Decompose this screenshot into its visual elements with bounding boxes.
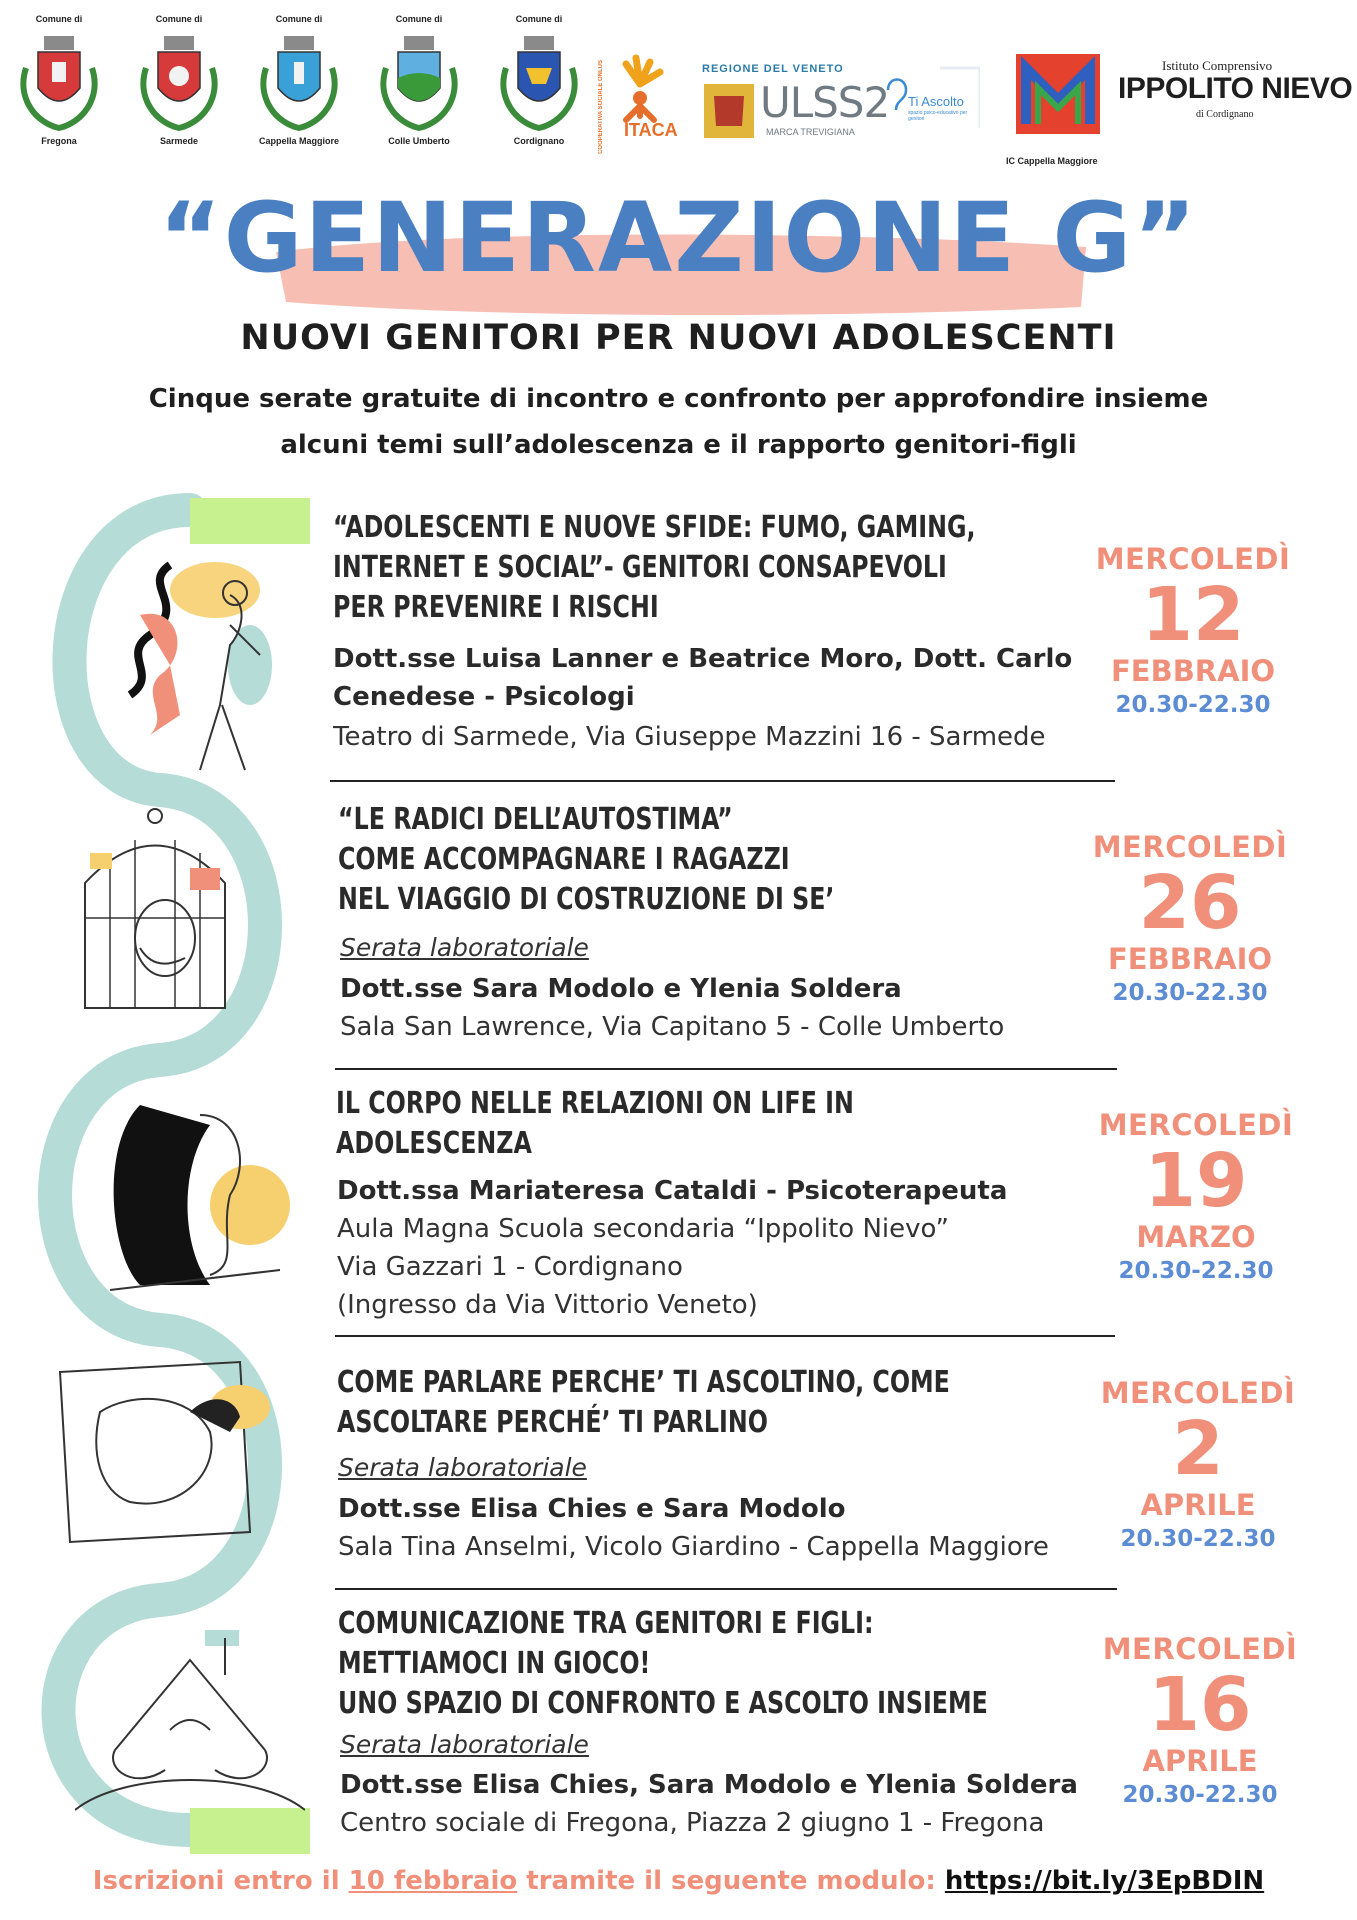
illustration-girl-in-cage <box>70 808 240 1018</box>
logo-comune-sarmede <box>124 14 234 146</box>
event-title-line: ASCOLTARE PERCHÉ’ TI PARLINO <box>337 1405 768 1440</box>
event-speaker <box>333 640 1072 716</box>
event-weekday: MERCOLEDÌ <box>1092 830 1288 864</box>
crest-icon <box>496 28 582 134</box>
event-date <box>1070 830 1310 1006</box>
intro-text <box>0 376 1357 468</box>
event-speaker-line: Dott.sse Elisa Chies e Sara Modolo <box>338 1494 846 1524</box>
event-day: 2 <box>1172 1406 1224 1492</box>
event-title-line: COME PARLARE PERCHE’ TI ASCOLTINO, COME <box>337 1365 950 1400</box>
event-date <box>1078 1376 1318 1552</box>
event-speaker-line: Dott.ssa Mariateresa Cataldi - Psicoterapeuta <box>337 1176 1008 1206</box>
itaca-name: ITACA <box>624 120 678 140</box>
event-divider <box>335 1068 1117 1070</box>
event-month: FEBBRAIO <box>1107 942 1273 976</box>
event-title-line: INTERNET E SOCIAL”- GENITORI CONSAPEVOLI <box>333 550 947 585</box>
logo-name: Cappella Maggiore <box>258 136 339 146</box>
registration-link[interactable]: https://bit.ly/3EpBDIN <box>944 1866 1265 1896</box>
event-month: FEBBRAIO <box>1110 654 1276 688</box>
logo-comune-fregona <box>4 14 114 146</box>
event-divider <box>335 1335 1115 1337</box>
logo-name: Fregona <box>41 136 77 146</box>
event-time: 20.30-22.30 <box>1120 1526 1276 1552</box>
ascolto-sub: spazio psico-educativo per genitori <box>908 110 968 122</box>
event-place <box>340 1804 1044 1842</box>
crest-icon <box>376 28 462 134</box>
itaca-side-text: COOPERATIVA SOCIALE ONLUS <box>598 60 604 154</box>
event-title-line: “ADOLESCENTI E NUOVE SFIDE: FUMO, GAMING, <box>333 510 976 545</box>
ic-cappella-logo <box>1016 54 1100 134</box>
logo-caption: Comune di <box>155 14 203 24</box>
event-date <box>1080 1632 1320 1808</box>
event-speaker-line: Dott.sse Sara Modolo e Ylenia Soldera <box>340 974 902 1004</box>
event-weekday: MERCOLEDÌ <box>1095 542 1291 576</box>
event-place <box>333 718 1046 756</box>
illustration-hands-house <box>75 1620 305 1830</box>
event-title <box>333 508 975 628</box>
event-month: APRILE <box>1140 1488 1256 1522</box>
ulss-region: REGIONE DEL VENETO <box>702 63 844 75</box>
event-day: 12 <box>1141 572 1245 658</box>
ulss-sub: MARCA TREVIGIANA <box>766 127 855 137</box>
illustration-sitting-figure <box>100 1085 290 1295</box>
event-divider <box>330 780 1115 782</box>
event-title <box>338 800 834 920</box>
event-speaker <box>340 1766 1078 1804</box>
illustration-girl-walking <box>110 545 280 775</box>
event-place <box>338 1528 1049 1566</box>
event-speaker <box>338 1490 846 1528</box>
event-tag: Serata laboratoriale <box>340 933 589 962</box>
logo-caption: Comune di <box>275 14 323 24</box>
event-weekday: MERCOLEDÌ <box>1100 1376 1296 1410</box>
nievo-small: Istituto Comprensivo <box>1162 58 1273 73</box>
event-place-line: Sala San Lawrence, Via Capitano 5 - Colle Umberto <box>340 1012 1005 1042</box>
event-place-line: (Ingresso da Via Vittorio Veneto) <box>337 1290 758 1320</box>
event-title-line: COMUNICAZIONE TRA GENITORI E FIGLI: <box>338 1606 874 1641</box>
lion-shield-icon <box>704 84 754 138</box>
footer-text: tramite il seguente modulo: <box>517 1866 945 1896</box>
event-place-line: Teatro di Sarmede, Via Giuseppe Mazzini 16 - Sarmede <box>333 722 1046 752</box>
crest-icon <box>16 28 102 134</box>
event-weekday: MERCOLEDÌ <box>1098 1108 1294 1142</box>
event-title-line: UNO SPAZIO DI CONFRONTO E ASCOLTO INSIEME <box>338 1686 988 1721</box>
event-title-line: PER PREVENIRE I RISCHI <box>333 590 659 625</box>
event-tag: Serata laboratoriale <box>340 1730 589 1759</box>
event-title-line: “LE RADICI DELL’AUTOSTIMA” <box>338 802 733 837</box>
event-speaker <box>340 970 902 1008</box>
page-title: “GENERAZIONE G” <box>158 182 1199 294</box>
event-place <box>337 1210 949 1324</box>
event-time: 20.30-22.30 <box>1112 980 1268 1006</box>
event-place-line: Sala Tina Anselmi, Vicolo Giardino - Cappella Maggiore <box>338 1532 1049 1562</box>
event-title <box>336 1084 854 1164</box>
event-place-line: Aula Magna Scuola secondaria “Ippolito Nievo” <box>337 1214 949 1244</box>
logo-name: Colle Umberto <box>388 136 450 146</box>
event-title <box>337 1363 950 1443</box>
event-month: APRILE <box>1142 1744 1258 1778</box>
nievo-name: IPPOLITO NIEVO <box>1118 72 1353 105</box>
event-title-line: ADOLESCENZA <box>336 1126 532 1161</box>
event-month: MARZO <box>1136 1220 1256 1254</box>
event-speaker <box>337 1172 1007 1210</box>
event-place-line: Via Gazzari 1 - Cordignano <box>337 1252 683 1282</box>
event-title-line: COME ACCOMPAGNARE I RAGAZZI <box>338 842 790 877</box>
crest-icon <box>256 28 342 134</box>
intro-line: Cinque serate gratuite di incontro e confronto per approfondire insieme <box>148 384 1209 414</box>
event-title-line: NEL VIAGGIO DI COSTRUZIONE DI SE’ <box>338 882 835 917</box>
logo-caption: Comune di <box>35 14 83 24</box>
event-date <box>1073 542 1313 718</box>
event-tag: Serata laboratoriale <box>338 1453 587 1482</box>
intro-line: alcuni temi sull’adolescenza e il rapporto genitori-figli <box>280 430 1077 460</box>
event-date <box>1076 1108 1316 1284</box>
event-speaker-line: Dott.sse Luisa Lanner e Beatrice Moro, Dott. Carlo <box>333 644 1073 674</box>
registration-footer <box>0 1866 1357 1896</box>
footer-deadline: 10 febbraio <box>348 1866 518 1896</box>
logo-caption: Comune di <box>515 14 563 24</box>
page-subtitle: NUOVI GENITORI PER NUOVI ADOLESCENTI <box>240 318 1117 358</box>
logo-comune-cordignano <box>484 14 594 146</box>
logo-name: Sarmede <box>159 136 199 146</box>
event-day: 19 <box>1144 1138 1248 1224</box>
event-weekday: MERCOLEDÌ <box>1102 1632 1298 1666</box>
logo-caption: Comune di <box>395 14 443 24</box>
event-time: 20.30-22.30 <box>1122 1782 1278 1808</box>
event-day: 26 <box>1138 860 1242 946</box>
event-speaker-line: Cenedese - Psicologi <box>333 682 635 712</box>
logo-comune-cappella-maggiore <box>244 14 354 146</box>
event-title <box>338 1604 988 1724</box>
event-place-line: Centro sociale di Fregona, Piazza 2 giugno 1 - Fregona <box>340 1808 1045 1838</box>
event-title-line: METTIAMOCI IN GIOCO! <box>338 1646 651 1681</box>
nievo-sub: di Cordignano <box>1196 109 1254 120</box>
illustration-figure-in-box <box>40 1352 280 1552</box>
event-place <box>340 1008 1004 1046</box>
ascolto-title: Ti Ascolto <box>908 94 964 109</box>
ulss-name: ULSS2 <box>760 78 890 127</box>
event-time: 20.30-22.30 <box>1118 1258 1274 1284</box>
event-divider <box>335 1588 1117 1590</box>
event-day: 16 <box>1148 1662 1252 1748</box>
crest-icon <box>136 28 222 134</box>
event-speaker-line: Dott.sse Elisa Chies, Sara Modolo e Ylenia Soldera <box>340 1770 1078 1800</box>
event-time: 20.30-22.30 <box>1115 692 1271 718</box>
logo-comune-colle-umberto <box>364 14 474 146</box>
ic-caption: IC Cappella Maggiore <box>1006 156 1098 166</box>
logo-name: Cordignano <box>513 136 565 146</box>
event-title-line: IL CORPO NELLE RELAZIONI ON LIFE IN <box>336 1086 854 1121</box>
footer-text: Iscrizioni entro il <box>92 1866 349 1896</box>
